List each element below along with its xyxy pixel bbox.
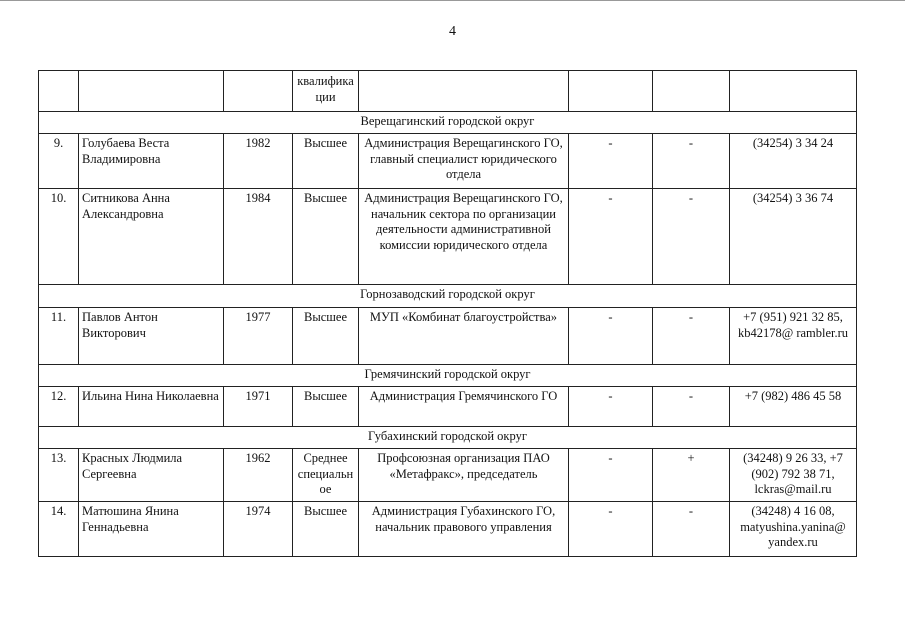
cell-mark-1: - — [569, 308, 653, 365]
cell-birth-year: 1962 — [224, 449, 293, 502]
page-number: 4 — [449, 24, 456, 39]
district-row — [39, 285, 857, 308]
cell-mark-1: - — [569, 387, 653, 427]
cell-contact: +7 (982) 486 45 58 — [730, 387, 857, 427]
cell-mark-2: - — [653, 134, 730, 189]
person-row — [39, 134, 857, 189]
cell-full-name: Павлов Антон Викторович — [79, 308, 224, 365]
cell-full-name: Красных Людмила Сергеевна — [79, 449, 224, 502]
cell-workplace: Администрация Губахинского ГО, начальник правового управления — [359, 502, 569, 557]
cell-empty — [653, 71, 730, 112]
cell-contact: (34254) 3 36 74 — [730, 189, 857, 285]
cell-mark-2: - — [653, 387, 730, 427]
district-heading: Верещагинский городской округ — [39, 112, 857, 134]
cell-birth-year: 1977 — [224, 308, 293, 365]
cell-number: 12. — [39, 387, 79, 427]
cell-number: 11. — [39, 308, 79, 365]
cell-contact: (34248) 9 26 33, +7 (902) 792 38 71, lckras@mail.ru — [730, 449, 857, 502]
cell-full-name: Матюшина Янина Геннадьевна — [79, 502, 224, 557]
person-row — [39, 387, 857, 427]
cell-contact: (34254) 3 34 24 — [730, 134, 857, 189]
cell-empty — [224, 71, 293, 112]
top-scan-edge — [0, 0, 905, 1]
cell-number: 13. — [39, 449, 79, 502]
cell-workplace: Профсоюзная организация ПАО «Метафракс», председатель — [359, 449, 569, 502]
cell-mark-2: - — [653, 189, 730, 285]
cell-number: 9. — [39, 134, 79, 189]
cell-workplace: Администрация Гремячинского ГО — [359, 387, 569, 427]
registry-table — [38, 70, 857, 557]
cell-education: Среднее специальн ое — [293, 449, 359, 502]
cell-education: Высшее — [293, 502, 359, 557]
district-heading: Гремячинский городской округ — [39, 365, 857, 387]
cell-empty — [79, 71, 224, 112]
person-row — [39, 308, 857, 365]
cell-mark-2: - — [653, 308, 730, 365]
district-row — [39, 112, 857, 134]
cell-full-name: Ситникова Анна Александровна — [79, 189, 224, 285]
cell-mark-2: - — [653, 502, 730, 557]
cell-workplace: МУП «Комбинат благоустройства» — [359, 308, 569, 365]
cell-birth-year: 1971 — [224, 387, 293, 427]
cell-education: Высшее — [293, 189, 359, 285]
person-row — [39, 449, 857, 502]
cell-full-name: Голубаева Веста Владимировна — [79, 134, 224, 189]
cell-contact: (34248) 4 16 08, matyushina.yanina@ yandex.ru — [730, 502, 857, 557]
cell-empty — [359, 71, 569, 112]
district-row — [39, 427, 857, 449]
person-row — [39, 189, 857, 285]
cell-contact: +7 (951) 921 32 85, kb42178@ rambler.ru — [730, 308, 857, 365]
cell-birth-year: 1974 — [224, 502, 293, 557]
district-row — [39, 365, 857, 387]
cell-empty — [569, 71, 653, 112]
cell-mark-1: - — [569, 189, 653, 285]
cell-mark-2: + — [653, 449, 730, 502]
cell-number: 14. — [39, 502, 79, 557]
cell-education: Высшее — [293, 387, 359, 427]
cell-empty — [730, 71, 857, 112]
cell-workplace: Администрация Верещагинского ГО, главный специалист юридического отдела — [359, 134, 569, 189]
district-heading: Губахинский городской округ — [39, 427, 857, 449]
cell-education: Высшее — [293, 134, 359, 189]
cell-empty — [39, 71, 79, 112]
cell-education: Высшее — [293, 308, 359, 365]
cell-number: 10. — [39, 189, 79, 285]
cell-mark-1: - — [569, 449, 653, 502]
continuation-row — [39, 71, 857, 112]
cell-mark-1: - — [569, 134, 653, 189]
cell-mark-1: - — [569, 502, 653, 557]
cell-birth-year: 1982 — [224, 134, 293, 189]
cell-birth-year: 1984 — [224, 189, 293, 285]
district-heading: Горнозаводский городской округ — [39, 285, 857, 308]
cell-workplace: Администрация Верещагинского ГО, начальник сектора по организации деятельности административной комиссии юридического отдела — [359, 189, 569, 285]
person-row — [39, 502, 857, 557]
cell-full-name: Ильина Нина Николаевна — [79, 387, 224, 427]
education-header-tail: квалифика ции — [293, 71, 359, 112]
